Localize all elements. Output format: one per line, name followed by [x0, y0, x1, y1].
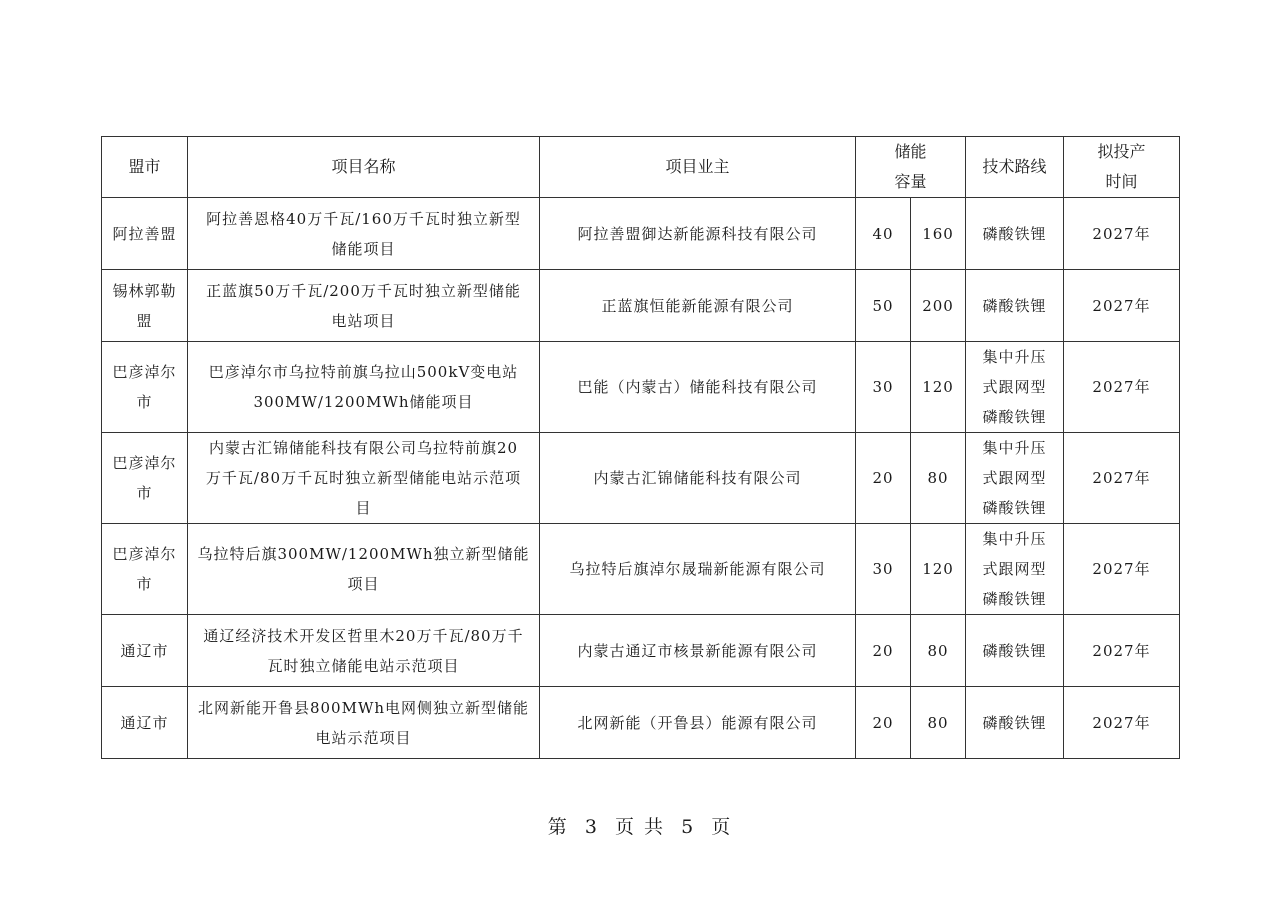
cell-owner: 北网新能（开鲁县）能源有限公司 — [540, 687, 856, 759]
cell-owner: 巴能（内蒙古）储能科技有限公司 — [540, 342, 856, 433]
cell-league-line: 市 — [136, 393, 153, 411]
cell-owner: 阿拉善盟御达新能源科技有限公司 — [540, 198, 856, 270]
cell-project-name — [188, 687, 540, 759]
cell-tech-line: 磷酸铁锂 — [982, 641, 1047, 660]
cell-league-line: 阿拉善盟 — [112, 224, 177, 243]
projects-table — [101, 136, 1180, 759]
cell-project-name-line: 阿拉善恩格40万千瓦/160万千瓦时独立新型 — [206, 209, 521, 228]
cell-league-line: 巴彦淖尔 — [112, 363, 177, 381]
cell-year: 2027年 — [1064, 687, 1180, 759]
cell-project-name — [188, 524, 540, 615]
cell-league-line: 盟 — [136, 311, 153, 330]
cell-energy: 80 — [911, 687, 966, 759]
cell-project-name-line: 巴彦淖尔市乌拉特前旗乌拉山500kV变电站 — [208, 363, 519, 381]
cell-year: 2027年 — [1064, 270, 1180, 342]
header-time — [1064, 137, 1180, 198]
cell-league-line: 市 — [136, 575, 153, 593]
cell-power: 20 — [856, 615, 911, 687]
cell-tech-line: 磷酸铁锂 — [982, 590, 1047, 608]
table-row — [102, 342, 1180, 433]
cell-league — [102, 342, 188, 433]
footer-page: 3 — [584, 816, 599, 838]
header-time-line1: 拟投产 — [1097, 142, 1146, 161]
cell-project-name-line: 正蓝旗50万千瓦/200万千瓦时独立新型储能 — [206, 281, 521, 300]
cell-league-line: 锡林郭勒 — [112, 281, 177, 300]
cell-project-name-line: 万千瓦/80万千瓦时独立新型储能电站示范项 — [205, 469, 522, 487]
cell-league-line: 巴彦淖尔 — [112, 545, 177, 563]
table-body — [102, 198, 1180, 759]
cell-project-name — [188, 198, 540, 270]
header-tech: 技术路线 — [966, 137, 1064, 198]
cell-owner: 内蒙古汇锦储能科技有限公司 — [540, 433, 856, 524]
table-row — [102, 198, 1180, 270]
table-row — [102, 433, 1180, 524]
cell-energy: 80 — [911, 615, 966, 687]
cell-power: 30 — [856, 524, 911, 615]
header-capacity-line1: 储能 — [894, 142, 927, 161]
cell-power: 20 — [856, 433, 911, 524]
table-header-row — [102, 137, 1180, 198]
cell-tech-line: 磷酸铁锂 — [982, 296, 1047, 315]
cell-tech-line: 磷酸铁锂 — [982, 713, 1047, 732]
cell-league-line: 巴彦淖尔 — [112, 454, 177, 472]
cell-project-name — [188, 615, 540, 687]
cell-project-name-line: 储能项目 — [331, 239, 396, 258]
cell-owner: 正蓝旗恒能新能源有限公司 — [540, 270, 856, 342]
table-row — [102, 687, 1180, 759]
header-project-name: 项目名称 — [188, 137, 540, 198]
cell-tech — [966, 687, 1064, 759]
cell-power: 20 — [856, 687, 911, 759]
footer-suffix: 页 — [711, 816, 733, 838]
cell-league-line: 通辽市 — [120, 641, 169, 660]
cell-league-line: 通辽市 — [120, 713, 169, 732]
header-capacity — [856, 137, 966, 198]
cell-tech — [966, 270, 1064, 342]
cell-tech — [966, 433, 1064, 524]
cell-tech-line: 式跟网型 — [982, 378, 1047, 396]
table-row — [102, 615, 1180, 687]
cell-project-name-line: 电站示范项目 — [315, 728, 412, 747]
cell-project-name-line: 电站项目 — [331, 311, 396, 330]
cell-project-name-line: 乌拉特后旗300MW/1200MWh独立新型储能 — [197, 545, 530, 563]
cell-year: 2027年 — [1064, 615, 1180, 687]
cell-league — [102, 687, 188, 759]
cell-project-name-line: 瓦时独立储能电站示范项目 — [267, 656, 460, 675]
cell-project-name-line: 300MW/1200MWh储能项目 — [253, 393, 474, 411]
cell-tech — [966, 524, 1064, 615]
cell-energy: 200 — [911, 270, 966, 342]
page-number-footer — [0, 812, 1280, 839]
cell-project-name — [188, 342, 540, 433]
cell-owner: 内蒙古通辽市核景新能源有限公司 — [540, 615, 856, 687]
cell-year: 2027年 — [1064, 342, 1180, 433]
cell-project-name-line: 内蒙古汇锦储能科技有限公司乌拉特前旗20 — [208, 439, 519, 457]
cell-project-name-line: 北网新能开鲁县800MWh电网侧独立新型储能 — [197, 698, 530, 717]
cell-league-line: 市 — [136, 484, 153, 502]
cell-league — [102, 524, 188, 615]
cell-league — [102, 270, 188, 342]
cell-power: 30 — [856, 342, 911, 433]
footer-total: 5 — [681, 816, 696, 838]
cell-tech — [966, 342, 1064, 433]
header-owner: 项目业主 — [540, 137, 856, 198]
cell-tech-line: 集中升压 — [982, 348, 1047, 366]
cell-project-name-line: 目 — [355, 499, 372, 517]
cell-tech — [966, 615, 1064, 687]
cell-project-name — [188, 270, 540, 342]
cell-tech-line: 磷酸铁锂 — [982, 224, 1047, 243]
cell-tech-line: 磷酸铁锂 — [982, 408, 1047, 426]
table-row — [102, 524, 1180, 615]
cell-tech-line: 集中升压 — [982, 439, 1047, 457]
cell-energy: 160 — [911, 198, 966, 270]
cell-project-name-line: 项目 — [347, 575, 380, 593]
cell-power: 50 — [856, 270, 911, 342]
header-league: 盟市 — [102, 137, 188, 198]
footer-middle: 页 共 — [614, 816, 666, 838]
cell-year: 2027年 — [1064, 433, 1180, 524]
header-time-line2: 时间 — [1105, 172, 1138, 191]
cell-year: 2027年 — [1064, 198, 1180, 270]
cell-energy: 120 — [911, 342, 966, 433]
cell-energy: 80 — [911, 433, 966, 524]
cell-owner: 乌拉特后旗淖尔晟瑞新能源有限公司 — [540, 524, 856, 615]
cell-project-name-line: 通辽经济技术开发区哲里木20万千瓦/80万千 — [203, 626, 524, 645]
cell-tech-line: 集中升压 — [982, 530, 1047, 548]
cell-tech — [966, 198, 1064, 270]
header-capacity-line2: 容量 — [894, 172, 927, 191]
cell-tech-line: 磷酸铁锂 — [982, 499, 1047, 517]
cell-league — [102, 198, 188, 270]
cell-power: 40 — [856, 198, 911, 270]
table-row — [102, 270, 1180, 342]
cell-tech-line: 式跟网型 — [982, 560, 1047, 578]
cell-year: 2027年 — [1064, 524, 1180, 615]
cell-energy: 120 — [911, 524, 966, 615]
cell-league — [102, 433, 188, 524]
cell-league — [102, 615, 188, 687]
cell-project-name — [188, 433, 540, 524]
cell-tech-line: 式跟网型 — [982, 469, 1047, 487]
footer-prefix: 第 — [547, 816, 569, 838]
